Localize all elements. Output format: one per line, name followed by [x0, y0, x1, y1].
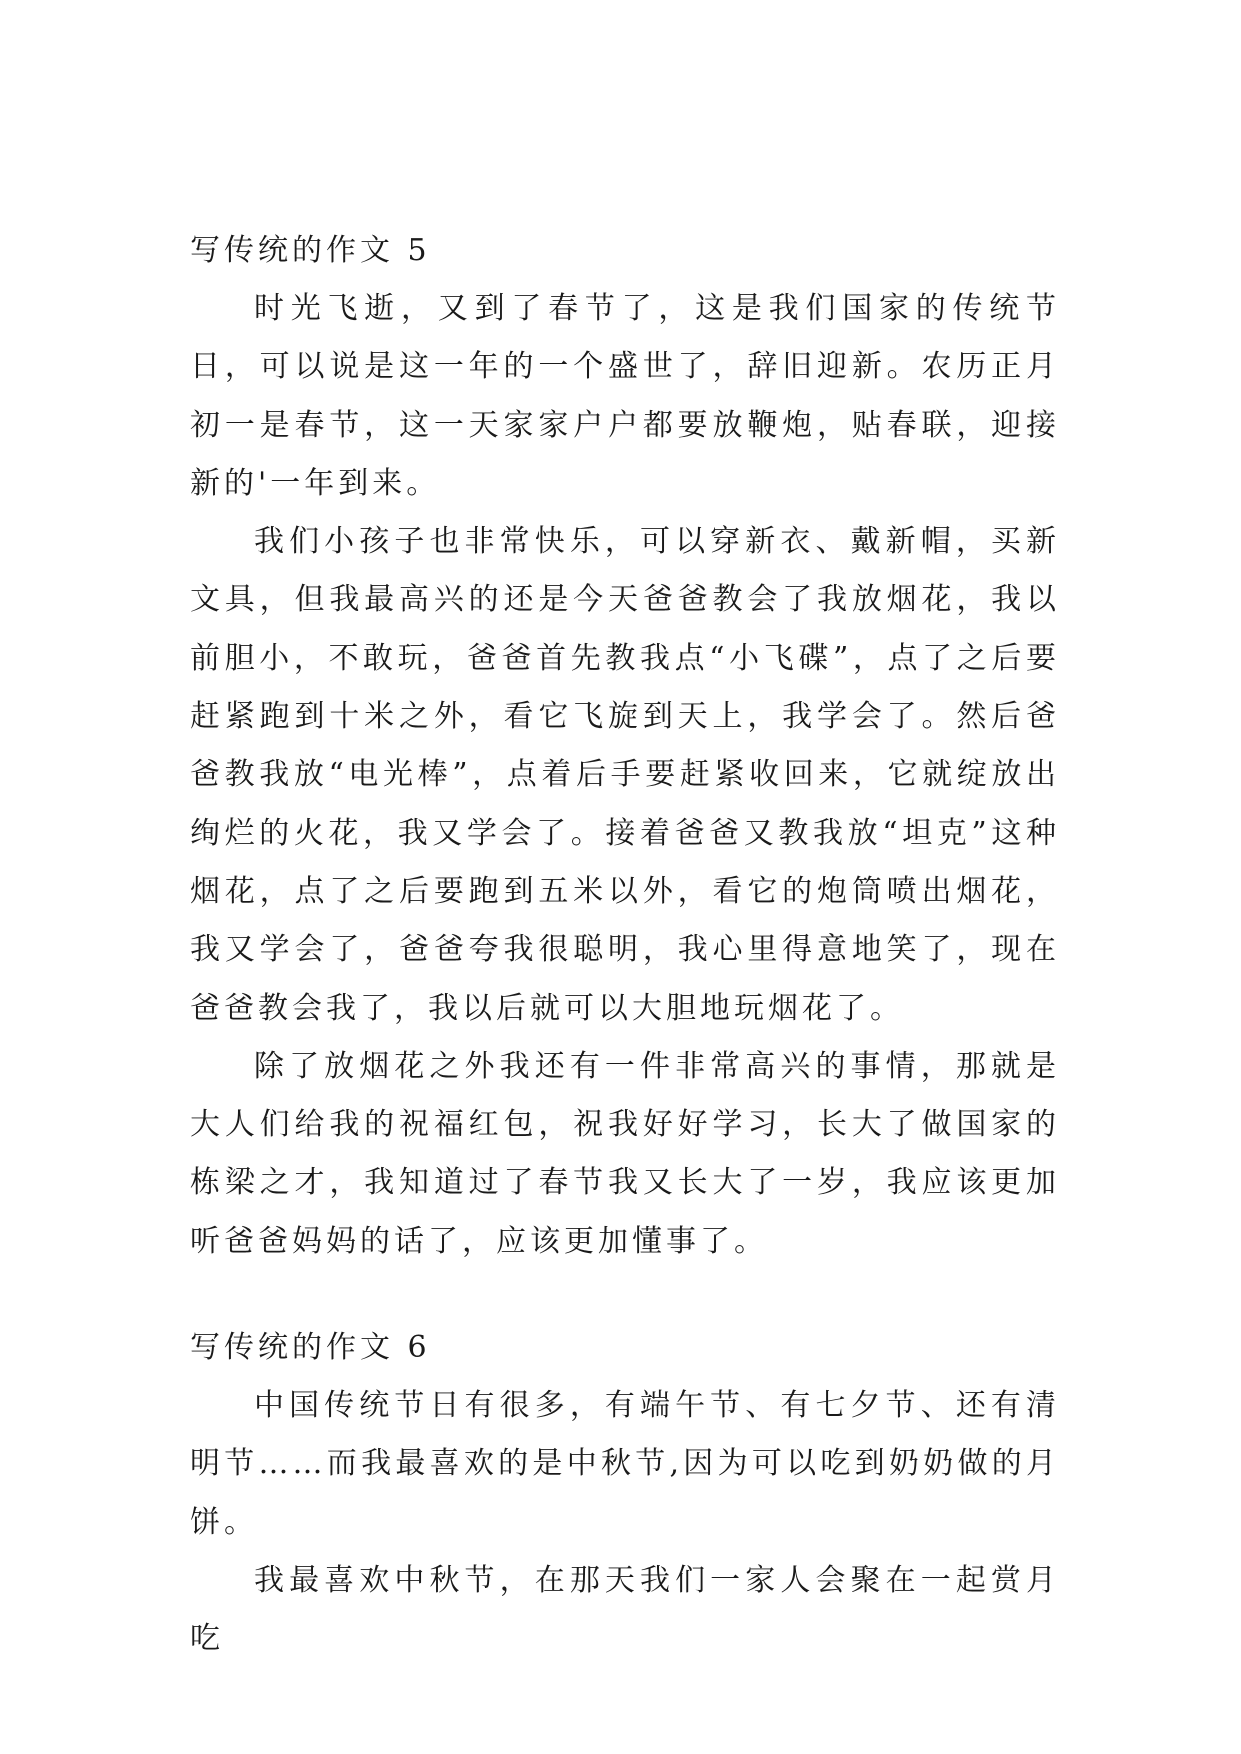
essay-section-6 [190, 1319, 1060, 1668]
paragraph: 除了放烟花之外我还有一件非常高兴的事情，那就是大人们给我的祝福红包，祝我好好学习，长大了做国家的栋梁之才，我知道过了春节我又长大了一岁，我应该更加听爸爸妈妈的话了，应该更加懂事了。 [190, 1048, 1060, 1259]
essay-section-5 [190, 222, 1060, 1271]
section-title: 写传统的作文 5 [190, 233, 431, 268]
paragraph: 我最喜欢中秋节，在那天我们一家人会聚在一起赏月吃 [190, 1562, 1060, 1657]
paragraph: 中国传统节日有很多，有端午节、有七夕节、还有清明节……而我最喜欢的是中秋节,因为可以吃到奶奶做的月饼。 [190, 1388, 1060, 1540]
paragraph: 我们小孩子也非常快乐，可以穿新衣、戴新帽，买新文具，但我最高兴的还是今天爸爸教会了我放烟花，我以前胆小，不敢玩，爸爸首先教我点“小飞碟”，点了之后要赶紧跑到十米之外，看它飞旋到天上，我学会了。然后爸爸教我放“电光棒”，点着后手要赶紧收回来，它就绽放出绚烂的火花，我又学会了。接着爸爸又教我放“坦克”这种烟花，点了之后要跑到五米以外，看它的炮筒喷出烟花，我又学会了，爸爸夸我很聪明，我心里得意地笑了，现在爸爸教会我了，我以后就可以大胆地玩烟花了。 [190, 524, 1060, 1026]
paragraph: 时光飞逝，又到了春节了，这是我们国家的传统节日，可以说是这一年的一个盛世了，辞旧迎新。农历正月初一是春节，这一天家家户户都要放鞭炮，贴春联，迎接新的'一年到来。 [190, 291, 1060, 501]
document-page [190, 222, 1060, 1669]
section-title: 写传统的作文 6 [190, 1330, 431, 1366]
